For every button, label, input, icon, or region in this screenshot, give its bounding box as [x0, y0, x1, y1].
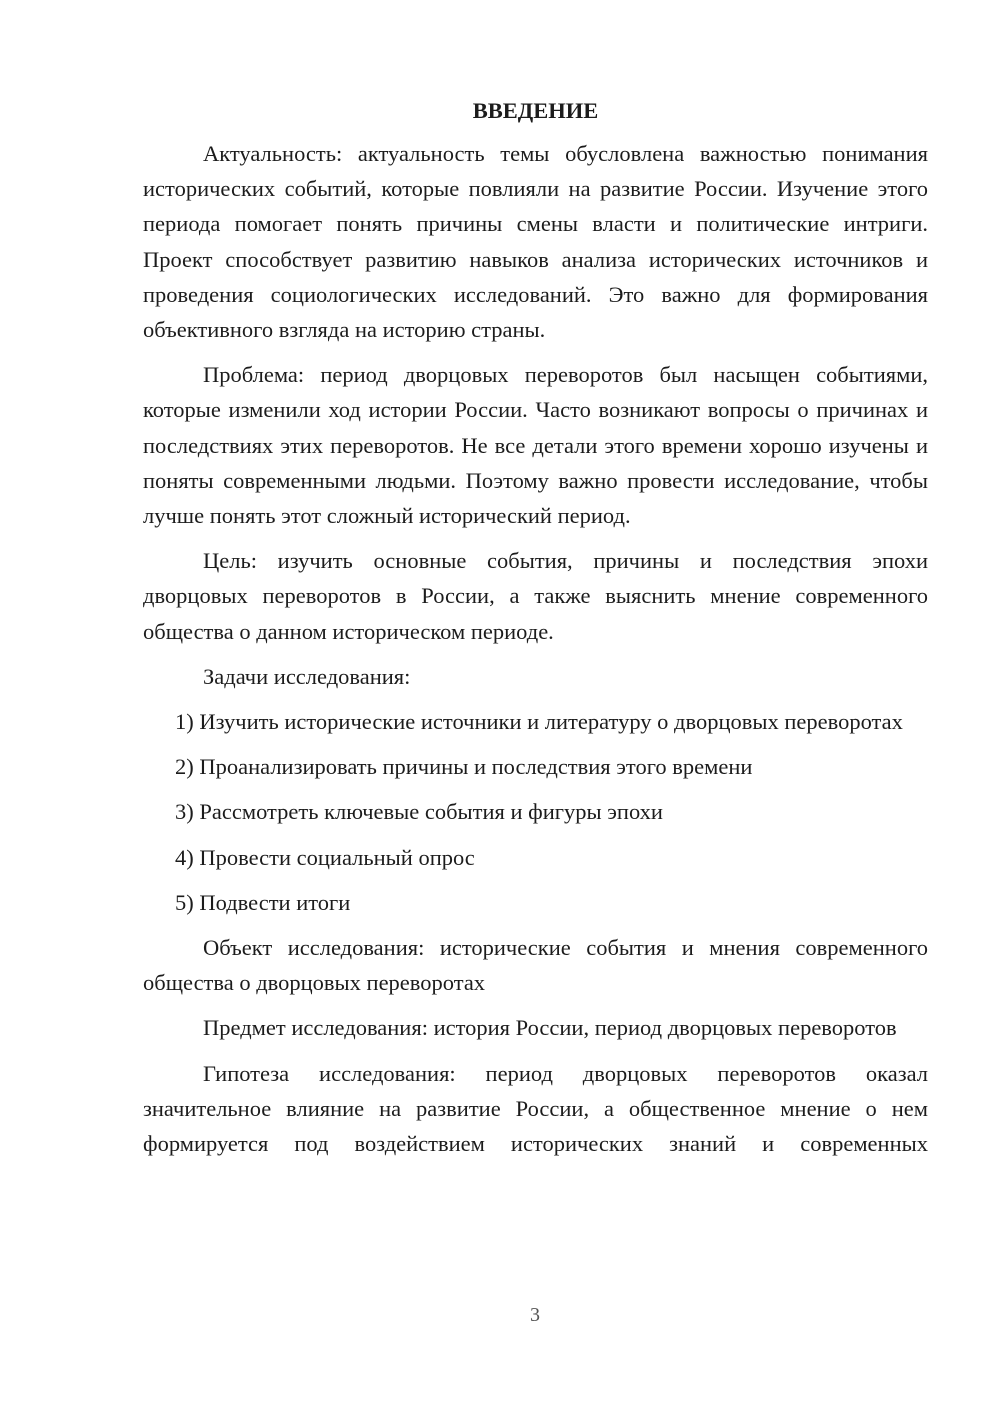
- page-number: 3: [530, 1304, 540, 1326]
- subject-paragraph: Предмет исследования: история России, период дворцовых переворотов: [203, 1015, 897, 1041]
- task-item-2: 2) Проанализировать причины и последствия этого времени: [175, 754, 753, 780]
- document-body: [143, 92, 928, 1171]
- task-item-3: 3) Рассмотреть ключевые события и фигуры эпохи: [175, 799, 663, 825]
- section-heading: ВВЕДЕНИЕ: [472, 98, 599, 123]
- task-item-4: 4) Провести социальный опрос: [175, 844, 475, 870]
- goal-paragraph: Цель: изучить основные события, причины и последствия эпохи дворцовых переворотов в России, а также выяснить мнение современного общества о данном историческом периоде.: [143, 548, 928, 644]
- object-paragraph: Объект исследования: исторические события и мнения современного общества о дворцовых переворотах: [143, 935, 928, 996]
- relevance-paragraph: Актуальность: актуальность темы обусловлена важностью понимания исторических событий, которые повлияли на развитие России. Изучение этого периода помогает понять причины смены власти и политические интриги. Проект способствует развитию навыков анализа исторических источников и проведения социологических исследований. Это важно для формирования объективного взгляда на историю страны.: [143, 141, 928, 343]
- problem-paragraph: Проблема: период дворцовых переворотов был насыщен событиями, которые изменили ход истории России. Часто возникают вопросы о причинах и последствиях этих переворотов. Не все детали этого времени хорошо изучены и поняты современными людьми. Поэтому важно провести исследование, чтобы лучше понять этот сложный исторический период.: [143, 362, 928, 529]
- hypothesis-paragraph: Гипотеза исследования: период дворцовых переворотов оказал значительное влияние на развитие России, а общественное мнение о нем формируется под воздействием исторических знаний и современных: [143, 1060, 928, 1157]
- tasks-title: Задачи исследования:: [203, 663, 411, 689]
- task-item-1: 1) Изучить исторические источники и литературу о дворцовых переворотах: [175, 709, 903, 735]
- task-item-5: 5) Подвести итоги: [175, 889, 351, 915]
